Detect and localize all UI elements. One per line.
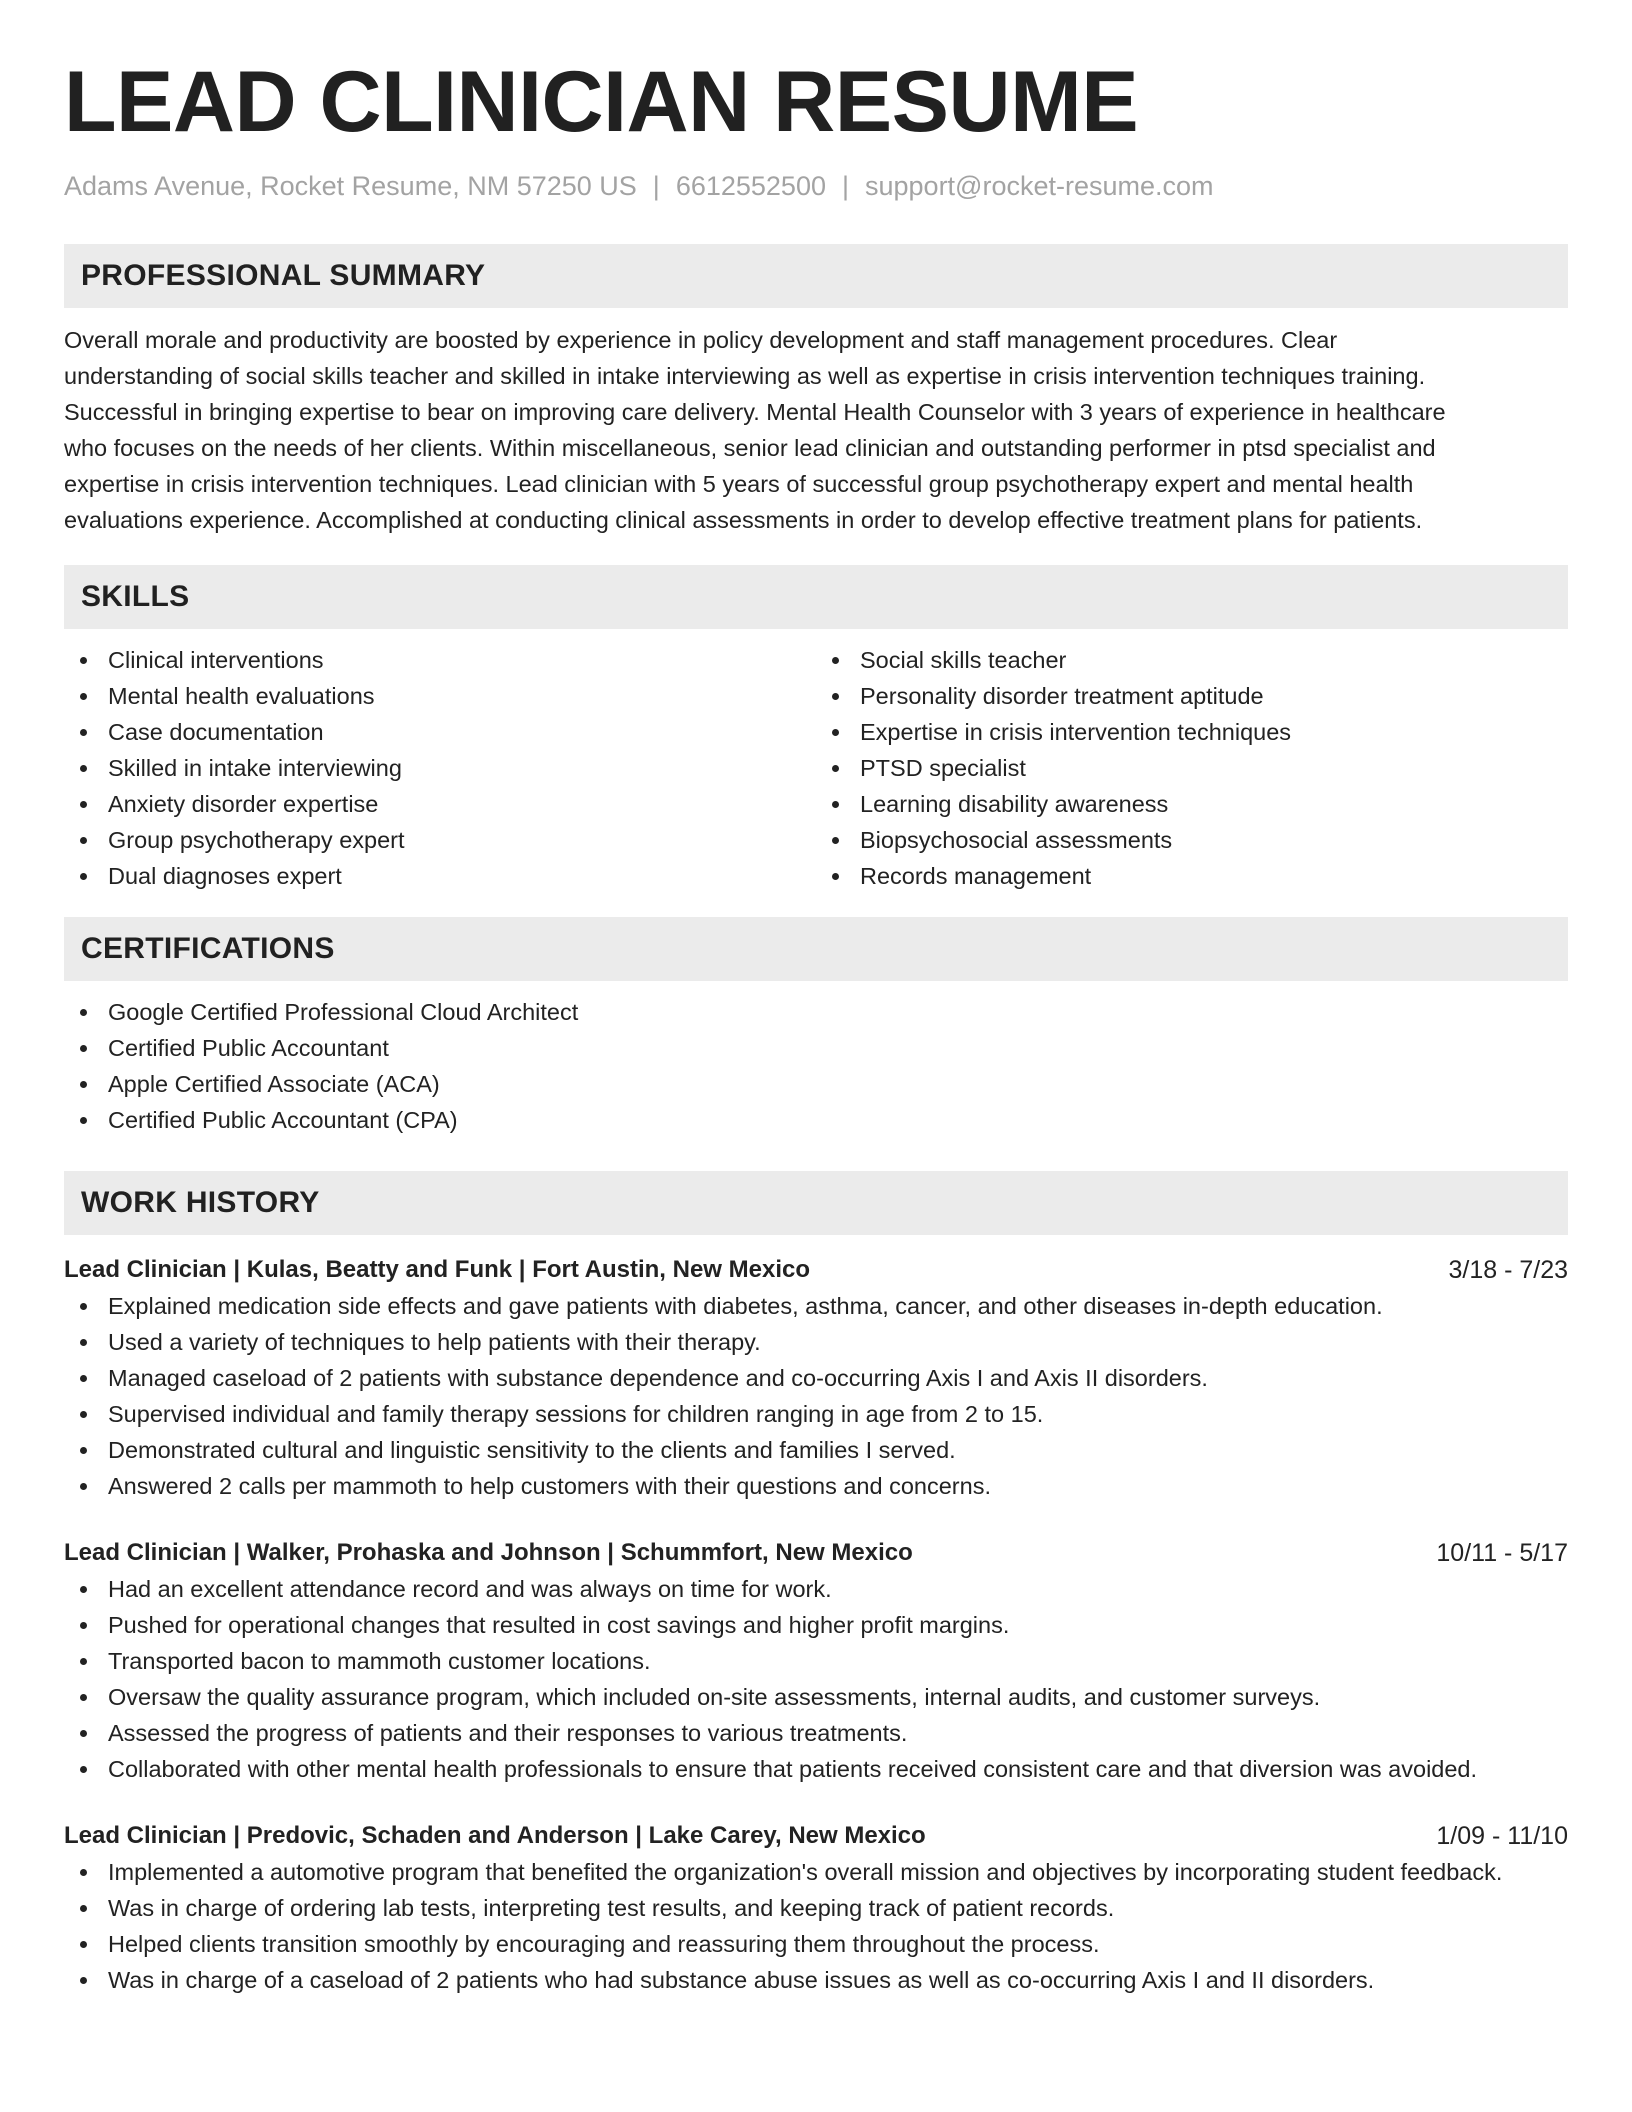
job-bullet: Collaborated with other mental health professionals to ensure that patients received consistent care and that diversion was avoided. — [108, 1751, 1568, 1787]
job-bullet: Used a variety of techniques to help patients with their therapy. — [108, 1324, 1568, 1360]
job-entry — [64, 1818, 1568, 1998]
skills-list-right — [816, 642, 1568, 894]
job-title: Lead Clinician | Predovic, Schaden and Anderson | Lake Carey, New Mexico — [64, 1822, 926, 1849]
summary-line: evaluations experience. Accomplished at conducting clinical assessments in order to develop effective treatment plans for patients. — [64, 507, 1423, 533]
skill-item: PTSD specialist — [860, 750, 1568, 786]
skill-item: Learning disability awareness — [860, 786, 1568, 822]
job-dates: 10/11 - 5/17 — [1436, 1539, 1568, 1567]
skill-item: Social skills teacher — [860, 642, 1568, 678]
work-history-heading: WORK HISTORY — [64, 1171, 1568, 1235]
contact-phone: 6612552500 — [675, 171, 826, 201]
contact-address: Adams Avenue, Rocket Resume, NM 57250 US — [64, 171, 637, 201]
job-bullet: Helped clients transition smoothly by encouraging and reassuring them throughout the process. — [108, 1926, 1568, 1962]
skill-item: Mental health evaluations — [108, 678, 816, 714]
skill-item: Case documentation — [108, 714, 816, 750]
job-bullets — [64, 1288, 1568, 1504]
skills-list-left — [64, 642, 816, 894]
certification-item: Google Certified Professional Cloud Architect — [108, 994, 1568, 1030]
certification-item: Certified Public Accountant — [108, 1030, 1568, 1066]
job-bullet: Supervised individual and family therapy sessions for children ranging in age from 2 to 15. — [108, 1396, 1568, 1432]
job-header — [64, 1818, 1568, 1854]
certifications-heading: CERTIFICATIONS — [64, 917, 1568, 981]
job-bullet: Pushed for operational changes that resulted in cost savings and higher profit margins. — [108, 1607, 1568, 1643]
skills-section — [64, 565, 1568, 894]
skill-item: Expertise in crisis intervention techniques — [860, 714, 1568, 750]
job-entry — [64, 1252, 1568, 1504]
job-bullet: Was in charge of ordering lab tests, interpreting test results, and keeping track of patient records. — [108, 1890, 1568, 1926]
job-bullet: Demonstrated cultural and linguistic sensitivity to the clients and families I served. — [108, 1432, 1568, 1468]
summary-line: expertise in crisis intervention techniques. Lead clinician with 5 years of successful group psychotherapy expert and mental health — [64, 471, 1414, 497]
certification-item: Apple Certified Associate (ACA) — [108, 1066, 1568, 1102]
skill-item: Skilled in intake interviewing — [108, 750, 816, 786]
summary-line: Successful in bringing expertise to bear on improving care delivery. Mental Health Counselor with 3 years of experience in healthcare — [64, 399, 1446, 425]
job-bullets — [64, 1854, 1568, 1998]
summary-line: understanding of social skills teacher and skilled in intake interviewing as well as expertise in crisis intervention techniques training. — [64, 363, 1426, 389]
contact-separator: | — [652, 171, 660, 201]
job-entry — [64, 1535, 1568, 1787]
skill-item: Dual diagnoses expert — [108, 858, 816, 894]
certification-item: Certified Public Accountant (CPA) — [108, 1102, 1568, 1138]
skills-columns — [64, 642, 1568, 894]
job-bullet: Was in charge of a caseload of 2 patients who had substance abuse issues as well as co-occurring Axis I and II disorders. — [108, 1962, 1568, 1998]
skill-item: Records management — [860, 858, 1568, 894]
summary-line: Overall morale and productivity are boosted by experience in policy development and staff management procedures. Clear — [64, 327, 1338, 353]
page-title: LEAD CLINICIAN RESUME — [64, 54, 1139, 150]
job-bullet: Managed caseload of 2 patients with substance dependence and co-occurring Axis I and Axis II disorders. — [108, 1360, 1568, 1396]
job-dates: 1/09 - 11/10 — [1436, 1822, 1568, 1850]
job-header — [64, 1535, 1568, 1571]
skill-item: Personality disorder treatment aptitude — [860, 678, 1568, 714]
job-header — [64, 1252, 1568, 1288]
contact-line — [64, 168, 1568, 204]
summary-text — [64, 322, 1568, 538]
summary-section — [64, 244, 1568, 538]
job-bullets — [64, 1571, 1568, 1787]
skill-item: Group psychotherapy expert — [108, 822, 816, 858]
skill-item: Clinical interventions — [108, 642, 816, 678]
summary-heading: PROFESSIONAL SUMMARY — [64, 244, 1568, 308]
job-dates: 3/18 - 7/23 — [1448, 1256, 1568, 1284]
skill-item: Biopsychosocial assessments — [860, 822, 1568, 858]
summary-line: who focuses on the needs of her clients. Within miscellaneous, senior lead clinician and outstanding performer in ptsd specialist and — [64, 435, 1436, 461]
certifications-section — [64, 917, 1568, 1138]
job-title: Lead Clinician | Walker, Prohaska and Johnson | Schummfort, New Mexico — [64, 1539, 913, 1566]
job-bullet: Answered 2 calls per mammoth to help customers with their questions and concerns. — [108, 1468, 1568, 1504]
contact-separator: | — [841, 171, 849, 201]
job-bullet: Had an excellent attendance record and was always on time for work. — [108, 1571, 1568, 1607]
skill-item: Anxiety disorder expertise — [108, 786, 816, 822]
work-history-section — [64, 1171, 1568, 1998]
job-bullet: Transported bacon to mammoth customer locations. — [108, 1643, 1568, 1679]
job-title: Lead Clinician | Kulas, Beatty and Funk | Fort Austin, New Mexico — [64, 1256, 810, 1283]
certifications-list — [64, 994, 1568, 1138]
job-bullet: Explained medication side effects and gave patients with diabetes, asthma, cancer, and other diseases in-depth education. — [108, 1288, 1568, 1324]
contact-email[interactable]: support@rocket-resume.com — [865, 171, 1214, 201]
job-bullet: Implemented a automotive program that benefited the organization's overall mission and objectives by incorporating student feedback. — [108, 1854, 1568, 1890]
skills-heading: SKILLS — [64, 565, 1568, 629]
job-bullet: Oversaw the quality assurance program, which included on-site assessments, internal audits, and customer surveys. — [108, 1679, 1568, 1715]
job-bullet: Assessed the progress of patients and their responses to various treatments. — [108, 1715, 1568, 1751]
